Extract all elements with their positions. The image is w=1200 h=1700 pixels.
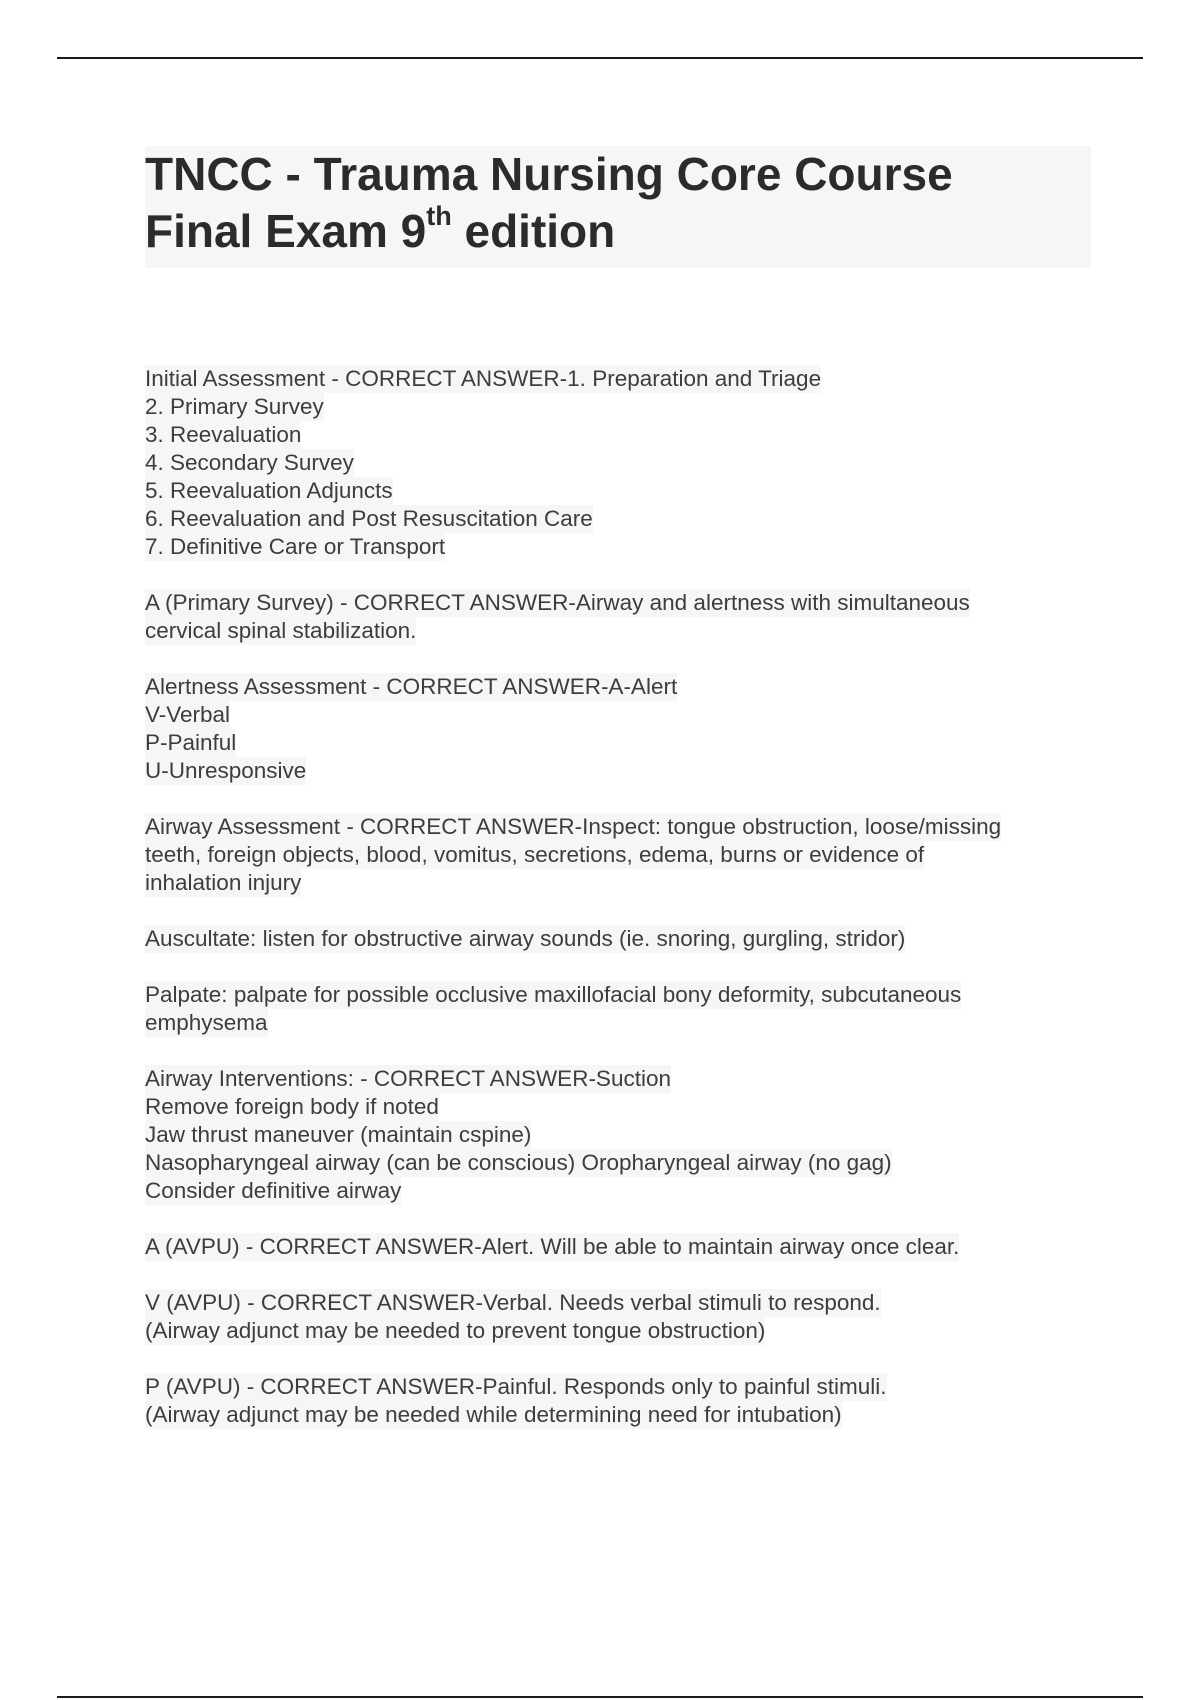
entry-line: A (AVPU) - CORRECT ANSWER-Alert. Will be able to maintain airway once clear. xyxy=(145,1234,960,1259)
entry-line: emphysema xyxy=(145,1010,268,1035)
entry-line: 5. Reevaluation Adjuncts xyxy=(145,478,393,503)
entry-line: 2. Primary Survey xyxy=(145,394,324,419)
entry-line: Consider definitive airway xyxy=(145,1178,402,1203)
entry-line: V (AVPU) - CORRECT ANSWER-Verbal. Needs verbal stimuli to respond. xyxy=(145,1290,881,1315)
entry-line: (Airway adjunct may be needed to prevent tongue obstruction) xyxy=(145,1318,766,1343)
entry-line: Jaw thrust maneuver (maintain cspine) xyxy=(145,1122,532,1147)
entry-line: Remove foreign body if noted xyxy=(145,1094,439,1119)
entry-line: 6. Reevaluation and Post Resuscitation Care xyxy=(145,506,593,531)
entry-line: teeth, foreign objects, blood, vomitus, secretions, edema, burns or evidence of xyxy=(145,842,925,867)
entry-line: P (AVPU) - CORRECT ANSWER-Painful. Responds only to painful stimuli. xyxy=(145,1374,887,1399)
title-line-2-prefix: Final Exam 9 xyxy=(145,205,427,257)
qa-entry xyxy=(145,925,1105,953)
entry-line: Airway Interventions: - CORRECT ANSWER-Suction xyxy=(145,1066,671,1091)
entry-line: V-Verbal xyxy=(145,702,231,727)
title-line-1: TNCC - Trauma Nursing Core Course xyxy=(145,148,953,200)
entry-line: 3. Reevaluation xyxy=(145,422,302,447)
entry-line: P-Painful xyxy=(145,730,237,755)
title-superscript: th xyxy=(426,201,452,231)
qa-entry xyxy=(145,1373,1105,1429)
entry-line: 4. Secondary Survey xyxy=(145,450,354,475)
entry-line: Auscultate: listen for obstructive airway sounds (ie. snoring, gurgling, stridor) xyxy=(145,926,906,951)
qa-entry xyxy=(145,813,1105,897)
entry-line: Nasopharyngeal airway (can be conscious) Oropharyngeal airway (no gag) xyxy=(145,1150,892,1175)
qa-entry xyxy=(145,981,1105,1037)
entry-line: cervical spinal stabilization. xyxy=(145,618,417,643)
qa-entry xyxy=(145,673,1105,785)
entry-line: Airway Assessment - CORRECT ANSWER-Inspect: tongue obstruction, loose/missing xyxy=(145,814,1002,839)
title-line-2-suffix: edition xyxy=(451,205,616,257)
entry-line: Initial Assessment - CORRECT ANSWER-1. Preparation and Triage xyxy=(145,366,822,391)
qa-entry xyxy=(145,1233,1105,1261)
qa-entry xyxy=(145,1289,1105,1345)
top-rule xyxy=(57,57,1143,59)
qa-entry xyxy=(145,589,1105,645)
entry-line: A (Primary Survey) - CORRECT ANSWER-Airway and alertness with simultaneous xyxy=(145,590,970,615)
entry-line: (Airway adjunct may be needed while determining need for intubation) xyxy=(145,1402,842,1427)
entry-line: inhalation injury xyxy=(145,870,302,895)
entry-line: 7. Definitive Care or Transport xyxy=(145,534,446,559)
entry-line: U-Unresponsive xyxy=(145,758,307,783)
entry-line: Alertness Assessment - CORRECT ANSWER-A-Alert xyxy=(145,674,678,699)
qa-entry xyxy=(145,1065,1105,1205)
document-body xyxy=(145,365,1105,1457)
title-block xyxy=(145,146,1091,268)
document-title xyxy=(145,146,1091,260)
bottom-rule xyxy=(57,1696,1143,1698)
entry-line: Palpate: palpate for possible occlusive maxillofacial bony deformity, subcutaneous xyxy=(145,982,962,1007)
qa-entry xyxy=(145,365,1105,561)
